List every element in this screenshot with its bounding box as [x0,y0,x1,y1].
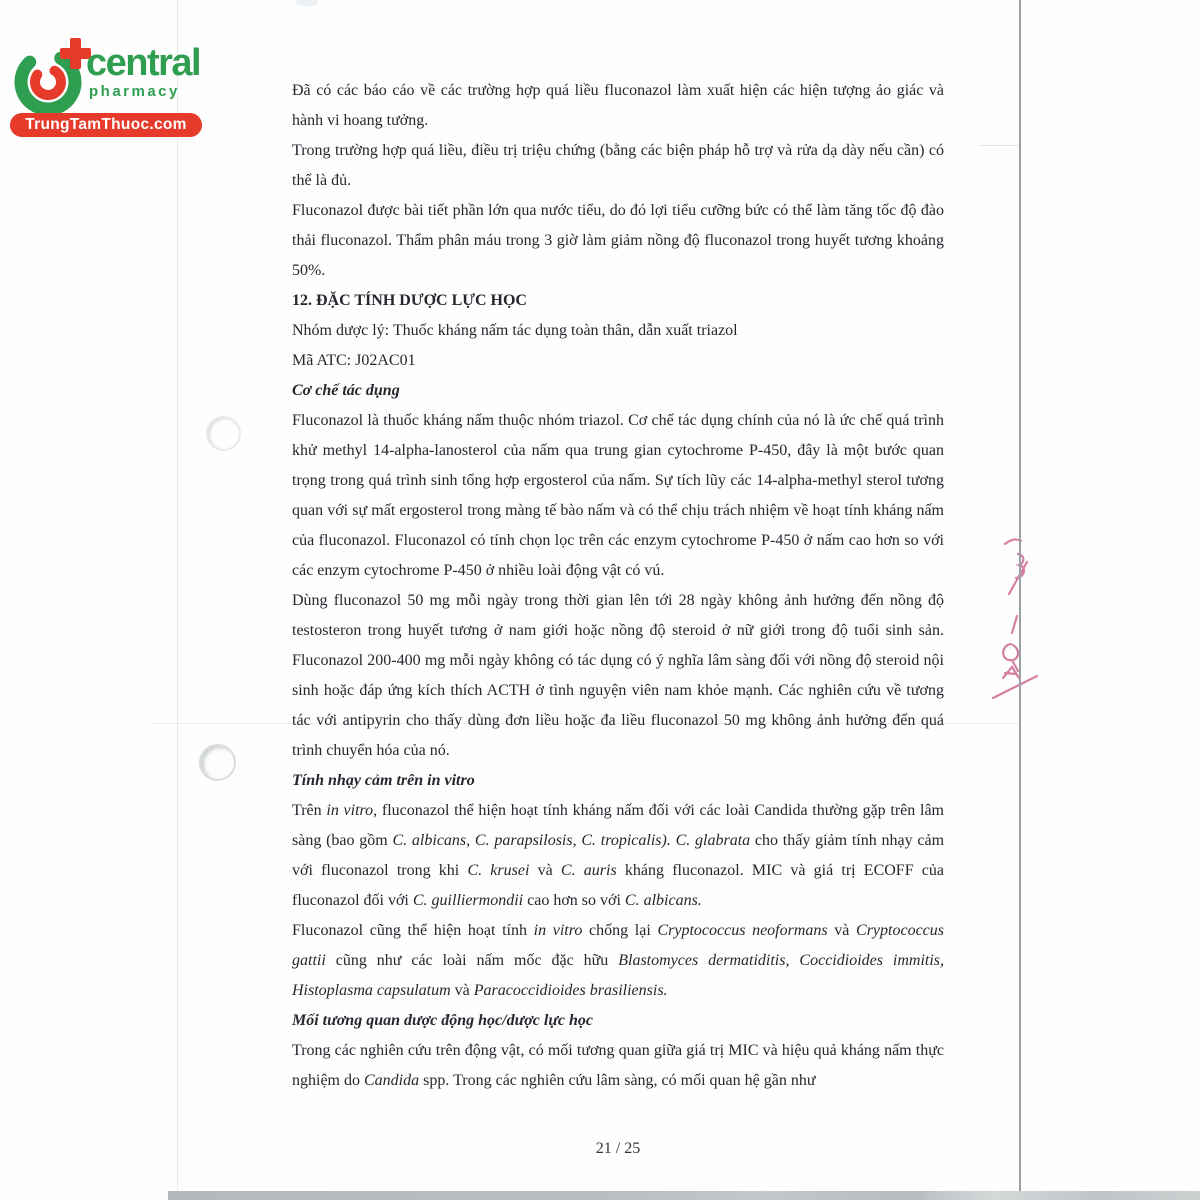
sub-heading [292,376,944,406]
text-segment: Dùng fluconazol 50 mg mỗi ngày trong thời gian lên tới 28 ngày không ảnh hưởng đến nồng độ testosteron trong huyết tương ở nam giới hoặc nồng độ steroid ở nữ giới trong độ tuổi sinh sản. Fluconazol 200-400 mg mỗi ngày không có tác dụng có ý nghĩa lâm sàng đối với nồng độ steroid nội sinh hoặc đáp ứng kích thích ACTH ở tình nguyện viên nam khỏe mạnh. Các nghiên cứu về tương tác với antipyrin cho thấy dùng đơn liều hoặc đa liều fluconazol 50 mg không ảnh hưởng đến quá trình chuyển hóa của nó. [292,592,944,759]
text-segment: Fluconazol được bài tiết phần lớn qua nước tiểu, do đó lợi tiểu cưỡng bức có thể làm tăng tốc độ đào thải fluconazol. Thẩm phân máu trong 3 giờ làm giảm nồng độ fluconazol trong huyết tương khoảng 50%. [292,202,944,279]
text-segment [789,952,799,969]
text-segment: C. auris [560,862,617,879]
text-segment: kháng fluconazol. MIC và giá trị ECOFF của fluconazol đối với [292,862,944,909]
text-segment: Fluconazol cũng thể hiện hoạt tính [292,922,534,939]
text-segment: Mối tương quan dược động học/dược lực học [292,1012,594,1029]
page-number: 21 / 25 [595,1140,641,1157]
handwritten-annotation [975,528,1045,708]
text-segment: cũng như các loài nấm mốc đặc hữu [325,952,619,969]
text-segment: cao hơn so với [523,892,625,909]
text-segment: Paracoccidioides brasiliensis. [473,982,668,999]
text-segment: Trên [292,802,327,819]
text-segment: Trong trường hợp quá liều, điều trị triệu chứng (bằng các biện pháp hỗ trợ và rửa dạ dày nếu cần) có thể là đủ. [292,142,944,189]
punch-hole [206,416,241,451]
text-segment: Mã ATC: J02AC01 [292,352,416,369]
central-pharmacy-logo [10,28,220,143]
text-segment: Cơ chế tác dụng [292,382,400,399]
text-segment: C. krusei [467,862,530,879]
logo-subtext: pharmacy [89,83,180,100]
paragraph [292,76,944,136]
text-segment: Coccidioides immitis, Histoplasma capsulatum [292,952,945,999]
paragraph [292,796,944,916]
text-segment: C. albicans. [624,892,702,909]
text-segment: Tính nhạy cảm trên in vitro [292,772,475,789]
text-segment: fluconazol thể hiện hoạt tính kháng nấm đối với các loài Candida thường gặp trên lâm sàng (bao gồm [292,802,945,849]
text-segment: Nhóm dược lý: Thuốc kháng nấm tác dụng toàn thân, dẫn xuất triazol [292,322,738,339]
paragraph [292,316,944,346]
text-segment: chống lại [582,922,658,939]
text-segment: Candida [364,1072,420,1089]
paragraph [292,346,944,376]
paragraph [292,916,944,1006]
paragraph [292,406,944,586]
text-segment: C. albicans, C. parapsilosis, C. tropicalis). C. glabrata [392,832,751,849]
paragraph [292,1036,944,1096]
paragraph [292,196,944,286]
text-segment: Blastomyces dermatiditis, [618,952,790,969]
logo-wordmark: central [86,42,201,84]
scan-smudge [296,0,318,6]
text-segment: in vitro [533,922,583,939]
text-segment: in vitro, [326,802,378,819]
text-segment: Cryptococcus neoformans [657,922,828,939]
sub-heading [292,1006,944,1036]
text-segment: Fluconazol là thuốc kháng nấm thuộc nhóm triazol. Cơ chế tác dụng chính của nó là ức chế quá trình khử methyl 14-alpha-lanosterol của nấm qua trung gian cytochrome P-450, đây là một bước quan trọng trong quá trình sinh tổng hợp ergosterol của nấm. Sự tích lũy các 14-alpha-methyl sterol tương quan với sự mất ergosterol trong màng tế bào nấm và có thể chịu trách nhiệm về hoạt tính kháng nấm của fluconazol. Fluconazol có tính chọn lọc trên các enzym cytochrome P-450 ở nấm cao hơn so với các enzym cytochrome P-450 ở nhiều loài động vật có vú. [292,412,944,579]
text-segment: và [529,862,561,879]
text-segment: spp. Trong các nghiên cứu lâm sàng, có mối quan hệ gần như [419,1072,816,1089]
text-segment: Trong các nghiên cứu trên động vật, có mối tương quan giữa giá trị MIC và hiệu quả kháng nấm thực nghiệm do [292,1042,944,1089]
paragraph [292,586,944,766]
text-segment: Cryptococcus gattii [292,922,945,969]
text-segment: và [827,922,857,939]
sub-heading [292,766,944,796]
page-bottom-edge [168,1191,1200,1200]
text-segment: và [450,982,474,999]
page-left-edge-line [177,0,178,1200]
punch-hole [199,744,236,781]
text-column [292,76,944,1096]
text-segment: 12. ĐẶC TÍNH DƯỢC LỰC HỌC [292,292,527,309]
paragraph [292,136,944,196]
page-right-edge-line [1019,0,1021,1192]
text-segment: cho thấy giảm tính nhạy cảm với fluconazol trong khi [292,832,945,879]
section-heading [292,286,944,316]
scan-crease-line-right [978,145,1020,146]
text-segment: Đã có các báo cáo về các trường hợp quá liều fluconazol làm xuất hiện các hiện tượng ảo giác và hành vi hoang tưởng. [292,82,944,129]
logo-domain-badge: TrungTamThuoc.com [10,113,202,137]
text-segment: C. guilliermondii [412,892,524,909]
